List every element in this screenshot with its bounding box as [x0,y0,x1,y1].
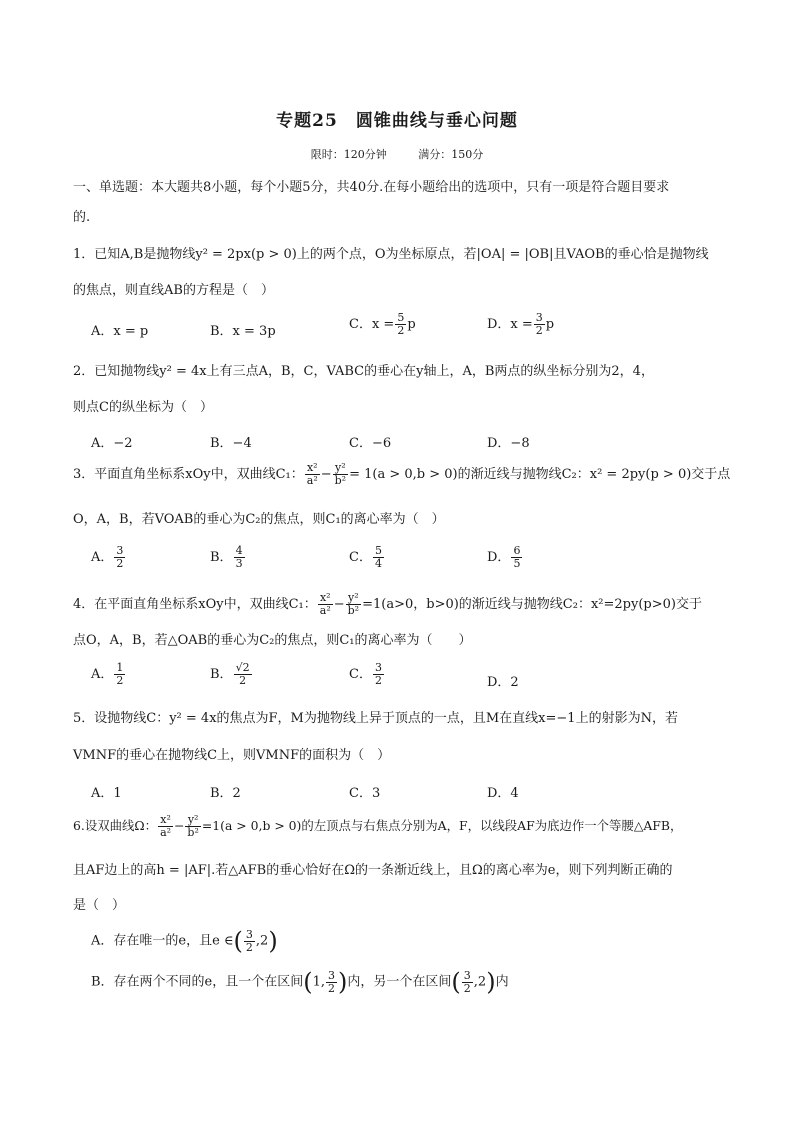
exam-meta [0,146,794,162]
question-3-line1: 3．平面直角坐标系xOy中，双曲线C₁： $\frac{\text{x²}}{\text{a²}}$ − $\frac{\text{y²}}{\text{b²}}$ = 1(a > 0,b > 0)的渐近线与抛物线C₂：x² = 2py(p > 0)交于点 [73,461,731,487]
q3-option-d: D． $\frac{6}{5}$ [487,544,521,570]
section-heading-cont: 的. [73,210,91,225]
q2-option-a: A．−2 [91,436,133,451]
question-5-line1: 5．设抛物线C：y² = 4x的焦点为F，M为抛物线上异于顶点的一点，且M在直线x=−1上的射影为N，若 [73,711,678,726]
q4-option-b: B． $\frac{√2}{2}$ [210,661,250,687]
q1-option-a: A．x = p [91,324,149,339]
q4-option-a: A． $\frac{1}{2}$ [91,661,124,687]
full-score: 满分：150分 [418,148,484,161]
question-6-line1: 6.设双曲线Ω： $\frac{\text{x²}}{\text{a²}}$ − $\frac{\text{y²}}{\text{b²}}$ =1(a > 0,b > 0)的左顶点与右焦点分别为A，F，以线段AF为底边作一个等腰△AFB， [73,813,683,839]
question-2-line2: 则点C的纵坐标为（ ） [73,400,213,415]
q3-option-b: B． $\frac{4}{3}$ [210,544,243,570]
q3-option-c: C． $\frac{5}{4}$ [349,544,382,570]
question-5-line2: VMNF的垂心在抛物线C上，则VMNF的面积为（ ） [73,748,391,763]
q2-option-b: B．−4 [210,436,252,451]
q5-option-b: B．2 [210,786,241,801]
q1-option-c: C．x = $\frac{5}{2}$ p [349,311,416,337]
question-6-line2: 且AF边上的高h = |AF|.若△AFB的垂心恰好在Ω的一条渐近线上，且Ω的离心率为e，则下列判断正确的 [73,863,673,878]
question-3-line2: O，A，B，若VOAB的垂心为C₂的焦点，则C₁的离心率为（ ） [73,512,445,527]
q5-option-d: D．4 [487,786,519,801]
q2-option-d: D．−8 [487,436,530,451]
q1-option-b: B．x = 3p [210,324,276,339]
time-limit: 限时：120分钟 [310,148,387,161]
q1-option-d: D．x = $\frac{3}{2}$ p [487,311,555,337]
question-2-line1: 2．已知抛物线y² = 4x上有三点A，B，C，VABC的垂心在y轴上，A，B两点的纵坐标分别为2，4， [73,364,654,379]
q4-option-c: C． $\frac{3}{2}$ [349,661,382,687]
q6-option-a: A．存在唯一的e，且e ∈( $\frac{3}{2}$ ,2) [91,927,278,955]
section-heading: 一、单选题：本大题共8小题，每个小题5分，共40分.在每小题给出的选项中，只有一项是符合题目要求 [73,180,670,195]
q4-option-d: D．2 [487,675,519,690]
q5-option-a: A．1 [91,786,122,801]
q5-option-c: C．3 [349,786,381,801]
question-4-line2: 点O，A，B，若△OAB的垂心为C₂的焦点，则C₁的离心率为（ ） [73,633,472,648]
q2-option-c: C．−6 [349,436,392,451]
q6-option-b: B．存在两个不同的e，且一个在区间(1, $\frac{3}{2}$ )内，另一个在区间( $\frac{3}{2}$ ,2)内 [91,968,509,996]
question-4-line1: 4．在平面直角坐标系xOy中，双曲线C₁： $\frac{\text{x²}}{\text{a²}}$ − $\frac{\text{y²}}{\text{b²}}$ =1(a>0，b>0)的渐近线与抛物线C₂：x²=2py(p>0)交于 [73,591,702,617]
question-6-line3: 是（ ） [73,898,126,913]
question-1-line1: 1．已知A,B是抛物线y² = 2px(p > 0)上的两个点，O为坐标原点，若|OA| = |OB|且VAOB的垂心恰是抛物线 [73,247,709,262]
question-1-line2: 的焦点，则直线AB的方程是（ ） [73,283,274,298]
q3-option-a: A． $\frac{3}{2}$ [91,544,124,570]
page-title: 专题25 圆锥曲线与垂心问题 [276,111,518,131]
